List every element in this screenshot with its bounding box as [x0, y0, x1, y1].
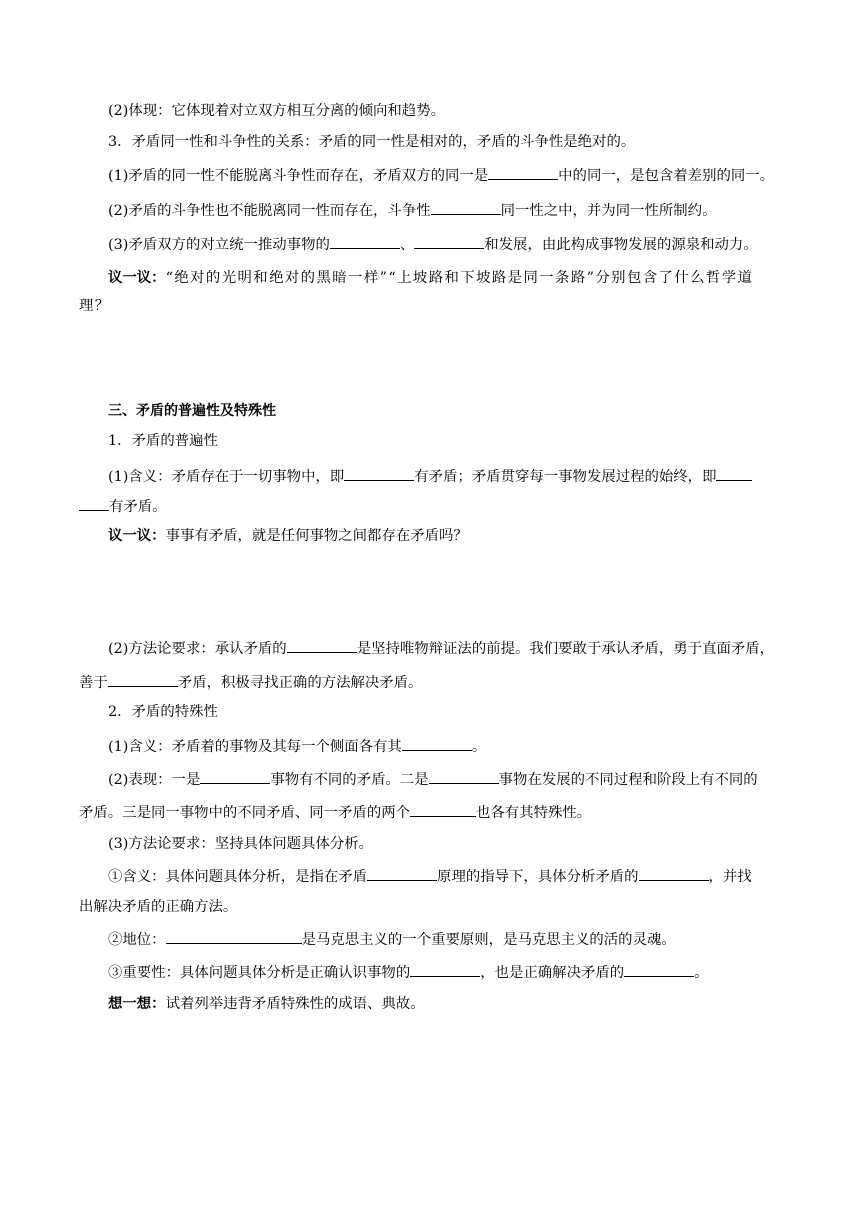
fill-blank[interactable] — [79, 495, 109, 511]
fill-blank[interactable] — [410, 961, 480, 977]
fill-blank[interactable] — [414, 233, 484, 249]
discuss-question-1-cont: 理？ — [79, 298, 111, 314]
concrete-analysis-meaning-cont: 出解决矛盾的正确方法。 — [79, 899, 238, 915]
fill-blank[interactable] — [330, 233, 400, 249]
concrete-analysis-importance: ③重要性：具体问题具体分析是正确认识事物的 ，也是正确解决矛盾的 。 — [108, 961, 784, 983]
sub-item-1: (1)矛盾的同一性不能脱离斗争性而存在，矛盾双方的同一是 中的同一，是包含着差别的同一。 — [108, 164, 784, 186]
universality-method-cont: 善于 矛盾，积极寻找正确的方法解决矛盾。 — [79, 671, 755, 693]
point-particularity: 2．矛盾的特殊性 — [108, 704, 218, 720]
point-universality: 1．矛盾的普遍性 — [108, 433, 218, 449]
fill-blank[interactable] — [624, 961, 694, 977]
fill-blank[interactable] — [166, 928, 302, 944]
fill-blank[interactable] — [639, 865, 709, 881]
fill-blank[interactable] — [108, 671, 178, 687]
fill-blank[interactable] — [367, 865, 437, 881]
point-relationship: 3．矛盾同一性和斗争性的关系：矛盾的同一性是相对的，矛盾的斗争性是绝对的。 — [108, 134, 636, 150]
fill-blank[interactable] — [431, 199, 501, 215]
universality-meaning-cont: 有矛盾。 — [79, 495, 755, 517]
fill-blank[interactable] — [716, 465, 752, 481]
fill-blank[interactable] — [344, 465, 414, 481]
concrete-analysis-meaning: ①含义：具体问题具体分析，是指在矛盾 原理的指导下，具体分析矛盾的 ，并找 — [108, 865, 784, 887]
fill-blank[interactable] — [410, 801, 476, 817]
particularity-manifestation-cont: 矛盾。三是同一事物中的不同矛盾、同一矛盾的两个 也各有其特殊性。 — [79, 801, 755, 823]
sub-item-2: (2)矛盾的斗争性也不能脱离同一性而存在，斗争性 同一性之中，并为同一性所制约。 — [108, 199, 784, 221]
fill-blank[interactable] — [200, 768, 270, 784]
concrete-analysis-status: ②地位： 是马克思主义的一个重要原则，是马克思主义的活的灵魂。 — [108, 928, 784, 950]
universality-method: (2)方法论要求：承认矛盾的 是坚持唯物辩证法的前提。我们要敢于承认矛盾，勇于直面矛盾， — [108, 637, 784, 659]
fill-blank[interactable] — [402, 735, 472, 751]
universality-meaning: (1)含义：矛盾存在于一切事物中，即 有矛盾；矛盾贯穿每一事物发展过程的始终，即 — [108, 465, 784, 487]
item-embodiment: (2)体现：它体现着对立双方相互分离的倾向和趋势。 — [108, 103, 445, 119]
fill-blank[interactable] — [488, 164, 558, 180]
fill-blank[interactable] — [287, 637, 357, 653]
particularity-manifestation: (2)表现：一是 事物有不同的矛盾。二是 事物在发展的不同过程和阶段上有不同的 — [108, 768, 784, 790]
particularity-meaning: (1)含义：矛盾着的事物及其每一个侧面各有其 。 — [108, 735, 784, 757]
particularity-method: (3)方法论要求：坚持具体问题具体分析。 — [108, 836, 374, 852]
sub-item-3: (3)矛盾双方的对立统一推动事物的 、 和发展，由此构成事物发展的源泉和动力。 — [108, 233, 784, 255]
fill-blank[interactable] — [429, 768, 499, 784]
discuss-question-1: 议一议：“绝对的光明和绝对的黑暗一样”“上坡路和下坡路是同一条路”分别包含了什么哲学道 — [108, 270, 754, 286]
think-question: 想一想：试着列举违背矛盾特殊性的成语、典故。 — [108, 996, 425, 1012]
section-heading: 三、矛盾的普遍性及特殊性 — [108, 403, 276, 419]
discuss-question-2: 议一议：事事有矛盾，就是任何事物之间都存在矛盾吗？ — [108, 528, 468, 544]
